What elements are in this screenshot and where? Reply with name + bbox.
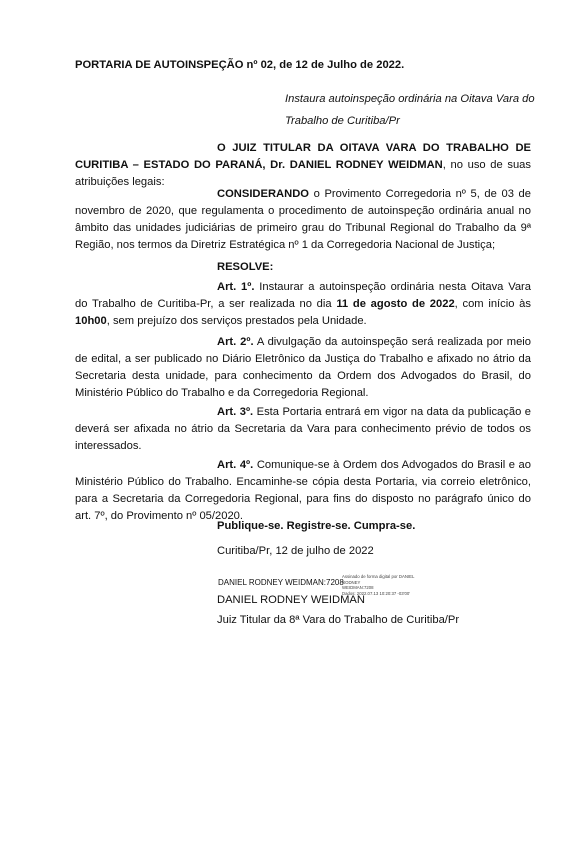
- digital-signature-note-line-3: Dados: 2022.07.13 10:20:37 -03'00': [342, 590, 411, 596]
- article-1-text-c: , sem prejuízo dos serviços prestados pela Unidade.: [106, 315, 367, 327]
- considerando-text: o Provimento Corregedoria nº 5, de 03 de novembro de 2020, que regulamenta o procedimento de autoinspeção ordinária anual no âmbito das unidades judiciárias de primeiro grau do Tribunal Regional do Trabalho da 9ª Região, nos termos da Diretriz Estratégica nº 1 da Corregedoria Nacional de Justiça;: [75, 188, 531, 251]
- article-1-time: 10h00: [75, 315, 107, 327]
- resolve-heading: RESOLVE:: [217, 261, 274, 273]
- signer-name: DANIEL RODNEY WEIDMAN: [217, 594, 365, 606]
- considerando-paragraph: [75, 186, 531, 254]
- article-3: [75, 404, 531, 455]
- ementa-line-2: Trabalho de Curitiba/Pr: [285, 115, 400, 127]
- signer-role: Juiz Titular da 8ª Vara do Trabalho de Curitiba/Pr: [217, 614, 460, 626]
- place-date: Curitiba/Pr, 12 de julho de 2022: [217, 545, 374, 557]
- article-1-date: 11 de agosto de 2022: [336, 298, 455, 310]
- digital-signature-id: DANIEL RODNEY WEIDMAN:7208: [218, 578, 344, 587]
- article-1-text-b: , com início às: [454, 298, 531, 310]
- article-2: [75, 334, 531, 402]
- article-2-label: Art. 2º.: [217, 336, 254, 348]
- preamble-paragraph: [75, 140, 531, 191]
- ementa: [285, 88, 535, 132]
- article-4-text: Comunique-se à Ordem dos Advogados do Brasil e ao Ministério Público do Trabalho. Encaminhe-se cópia desta Portaria, via correio eletrônico, para a Secretaria da Corregedoria Regional, para fins do disposto no parágrafo único do art. 7º, do Provimento nº 05/2020.: [75, 459, 531, 522]
- digital-signature-note-line-1: Assinado de forma digital por DANIEL RODNEY: [342, 574, 415, 585]
- preamble-bold: O JUIZ TITULAR DA OITAVA VARA DO TRABALHO DE CURITIBA – ESTADO DO PARANÁ, Dr. DANIEL RODNEY WEIDMAN: [75, 142, 531, 171]
- article-3-text: Esta Portaria entrará em vigor na data da publicação e deverá ser afixada no átrio da Secretaria da Vara para conhecimento prévio de todos os interessados.: [75, 406, 531, 452]
- article-1-text-a: Instaurar a autoinspeção ordinária nesta Oitava Vara do Trabalho de Curitiba-Pr, a ser realizada no dia: [75, 281, 531, 310]
- ementa-line-1: Instaura autoinspeção ordinária na Oitava Vara do: [285, 93, 535, 105]
- article-2-text: A divulgação da autoinspeção será realizada por meio de edital, a ser publicado no Diário Eletrônico da Justiça do Trabalho e afixado no átrio da Secretaria desta unidade, para conhecimento da Ordem dos Advogados do Brasil, do Ministério Público do Trabalho e da Corregedoria Regional.: [75, 336, 531, 399]
- article-1-label: Art. 1º.: [217, 281, 255, 293]
- article-4: [75, 457, 531, 525]
- preamble-rest: , no uso de suas atribuições legais:: [75, 159, 531, 188]
- digital-signature-note-line-2: WEIDMAN:7208: [342, 585, 374, 590]
- document-title: PORTARIA DE AUTOINSPEÇÃO nº 02, de 12 de Julho de 2022.: [75, 59, 405, 71]
- considerando-label: CONSIDERANDO: [217, 188, 309, 200]
- article-4-label: Art. 4º.: [217, 459, 254, 471]
- article-1: [75, 279, 531, 330]
- article-3-label: Art. 3º.: [217, 406, 254, 418]
- publique-line: Publique-se. Registre-se. Cumpra-se.: [217, 520, 416, 532]
